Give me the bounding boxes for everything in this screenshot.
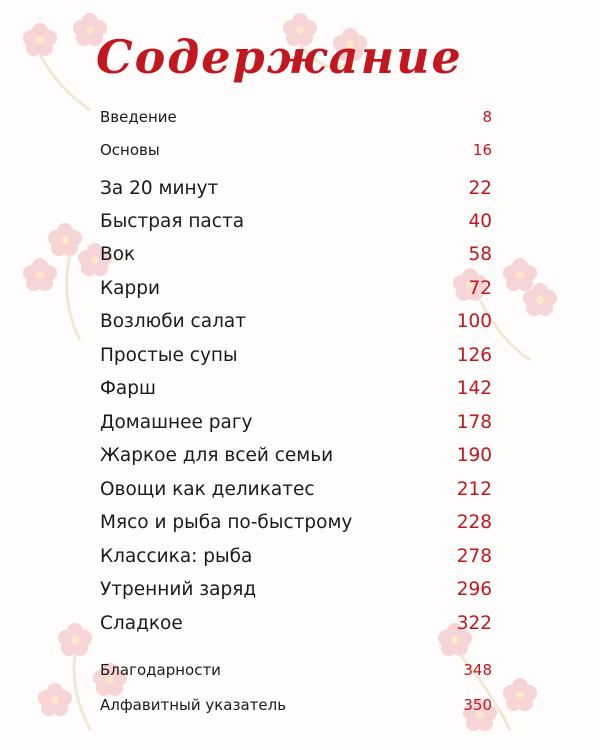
toc-entry-label: Утренний заряд (100, 579, 257, 600)
toc-entry-index[interactable] (100, 684, 492, 714)
toc-entry-acknowledgements[interactable] (100, 649, 492, 679)
toc-entry-page-number: 178 (456, 412, 492, 433)
toc-entry-label: Карри (100, 278, 160, 299)
toc-entry-page-number: 212 (456, 479, 492, 500)
toc-entry-label: Овощи как деликатес (100, 479, 315, 500)
toc-entry-chapter[interactable] (100, 369, 492, 399)
toc-entry-page-number: 22 (468, 178, 492, 199)
toc-entry-chapter[interactable] (100, 302, 492, 332)
toc-entry-chapter[interactable] (100, 202, 492, 232)
toc-entry-chapter[interactable] (100, 436, 492, 466)
toc-entry-label: Сладкое (100, 613, 183, 634)
toc-entry-page-number: 278 (456, 546, 492, 567)
toc-entry-page-number: 190 (456, 445, 492, 466)
toc-entry-page-number: 126 (456, 345, 492, 366)
toc-entry-page-number: 100 (456, 311, 492, 332)
toc-entry-chapter[interactable] (100, 470, 492, 500)
toc-entry-label: За 20 минут (100, 178, 219, 199)
toc-entry-chapter[interactable] (100, 503, 492, 533)
toc-entry-page-number: 58 (468, 244, 492, 265)
toc-entry-page-number: 296 (456, 579, 492, 600)
toc-entry-label: Введение (100, 108, 177, 126)
toc-entry-basics[interactable] (100, 129, 492, 159)
toc-entry-page-number: 72 (468, 278, 492, 299)
toc-entry-label: Основы (100, 141, 160, 159)
toc-entry-chapter[interactable] (100, 336, 492, 366)
page-title: Содержание (96, 30, 463, 84)
toc-entry-introduction[interactable] (100, 96, 492, 126)
toc-entry-label: Благодарности (100, 661, 221, 679)
toc-entry-chapter[interactable] (100, 537, 492, 567)
toc-entry-label: Вок (100, 244, 136, 265)
toc-entry-page-number: 228 (456, 512, 492, 533)
toc-entry-label: Возлюби салат (100, 311, 247, 332)
toc-entry-label: Простые супы (100, 345, 238, 366)
toc-entry-chapter[interactable] (100, 169, 492, 199)
toc-entry-label: Домашнее рагу (100, 412, 253, 433)
toc-entry-label: Фарш (100, 378, 156, 399)
toc-entry-label: Быстрая паста (100, 211, 245, 232)
toc-entry-label: Мясо и рыба по-быстрому (100, 512, 353, 533)
toc-entry-page-number: 40 (468, 211, 492, 232)
toc-entry-chapter[interactable] (100, 269, 492, 299)
toc-entry-page-number: 16 (472, 141, 492, 159)
toc-entry-label: Классика: рыба (100, 546, 253, 567)
toc-entry-chapter[interactable] (100, 570, 492, 600)
toc-entry-chapter[interactable] (100, 604, 492, 634)
toc-entry-page-number: 142 (456, 378, 492, 399)
toc-entry-label: Жаркое для всей семьи (100, 445, 334, 466)
toc-entry-label: Алфавитный указатель (100, 696, 287, 714)
toc-entry-chapter[interactable] (100, 403, 492, 433)
toc-entry-page-number: 322 (456, 613, 492, 634)
toc-entry-chapter[interactable] (100, 235, 492, 265)
toc-entry-page-number: 8 (482, 108, 492, 126)
toc-entry-page-number: 348 (463, 661, 492, 679)
toc-entry-page-number: 350 (463, 696, 492, 714)
